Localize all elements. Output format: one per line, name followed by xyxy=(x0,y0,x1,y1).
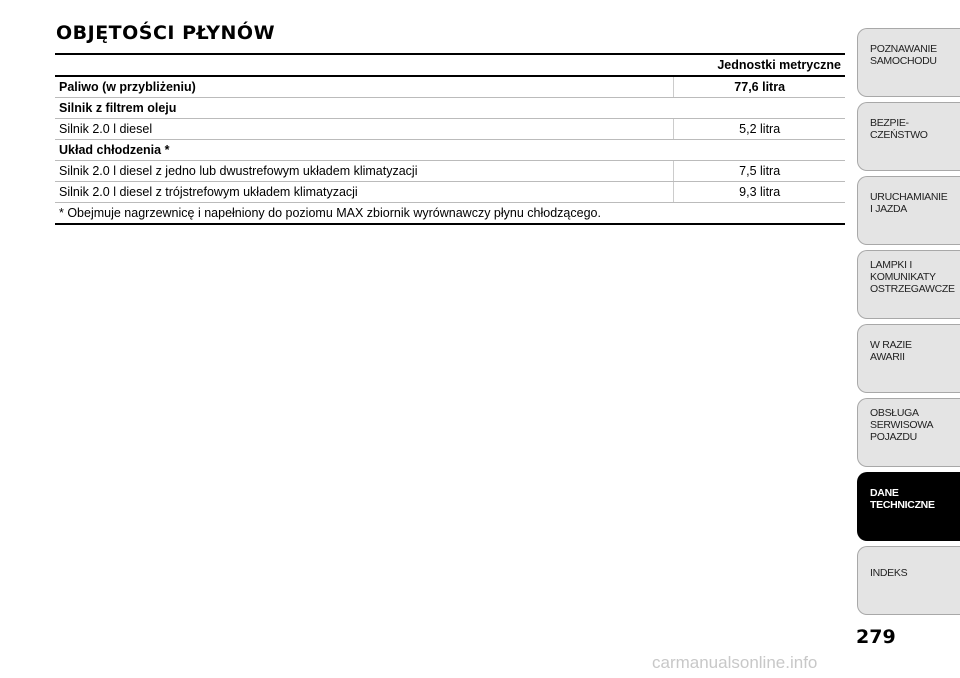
tab-label-line: BEZPIE- xyxy=(870,117,909,129)
table-row xyxy=(55,98,845,119)
table-row xyxy=(55,119,845,140)
table-row xyxy=(55,76,845,98)
table-row xyxy=(55,182,845,203)
tab-label-line: DANE xyxy=(870,487,899,499)
tab-label-line: I JAZDA xyxy=(870,203,907,215)
table-row xyxy=(55,161,845,182)
page-number: 279 xyxy=(856,626,896,648)
tab-label-line: INDEKS xyxy=(870,567,908,579)
row-label: Silnik 2.0 l diesel xyxy=(55,119,674,140)
tab-bezpieczenstwo[interactable] xyxy=(857,102,960,171)
watermark-text: carmanualsonline.info xyxy=(652,653,818,672)
table-row xyxy=(55,140,845,161)
table-header-row xyxy=(55,54,845,76)
row-label: Silnik 2.0 l diesel z jedno lub dwustrefowym układem klimatyzacji xyxy=(55,161,674,182)
tab-indeks[interactable] xyxy=(857,546,960,615)
row-value: 7,5 litra xyxy=(674,161,845,182)
fluid-capacity-table xyxy=(55,53,845,225)
tab-obsluga-serwisowa[interactable] xyxy=(857,398,960,467)
row-label: Silnik 2.0 l diesel z trójstrefowym układem klimatyzacji xyxy=(55,182,674,203)
tab-label-line: POJAZDU xyxy=(870,431,917,443)
tab-lampki-i-komunikaty[interactable] xyxy=(857,250,960,319)
tab-label-line: OBSŁUGA xyxy=(870,407,919,419)
row-label: Paliwo (w przybliżeniu) xyxy=(55,76,674,98)
tab-label-line: OSTRZEGAWCZE xyxy=(870,283,955,295)
tab-label-line: TECHNICZNE xyxy=(870,499,935,511)
tab-label-line: AWARII xyxy=(870,351,905,363)
tab-dane-techniczne[interactable] xyxy=(857,472,960,541)
table-footnote-row xyxy=(55,203,845,225)
tab-poznawanie-samochodu[interactable] xyxy=(857,28,960,97)
row-value: 77,6 litra xyxy=(674,76,845,98)
tab-uruchamianie-i-jazda[interactable] xyxy=(857,176,960,245)
footnote: * Obejmuje nagrzewnicę i napełniony do poziomu MAX zbiornik wyrównawczy płynu chłodzącego. xyxy=(55,203,845,225)
page-title: OBJĘTOŚCI PŁYNÓW xyxy=(56,22,276,44)
row-label: Silnik z filtrem oleju xyxy=(55,98,845,119)
tab-label-line: SERWISOWA xyxy=(870,419,934,431)
tab-w-razie-awarii[interactable] xyxy=(857,324,960,393)
tab-label-line: POZNAWANIE xyxy=(870,43,937,55)
row-value: 5,2 litra xyxy=(674,119,845,140)
row-label: Układ chłodzenia * xyxy=(55,140,845,161)
tab-label-line: CZEŃSTWO xyxy=(870,129,928,141)
row-value: 9,3 litra xyxy=(674,182,845,203)
tab-label-line: SAMOCHODU xyxy=(870,55,937,67)
tab-label-line: KOMUNIKATY xyxy=(870,271,936,283)
units-header: Jednostki metryczne xyxy=(55,54,845,76)
tab-label-line: URUCHAMIANIE xyxy=(870,191,948,203)
tab-label-line: W RAZIE xyxy=(870,339,912,351)
tab-label-line: LAMPKI I xyxy=(870,259,912,271)
